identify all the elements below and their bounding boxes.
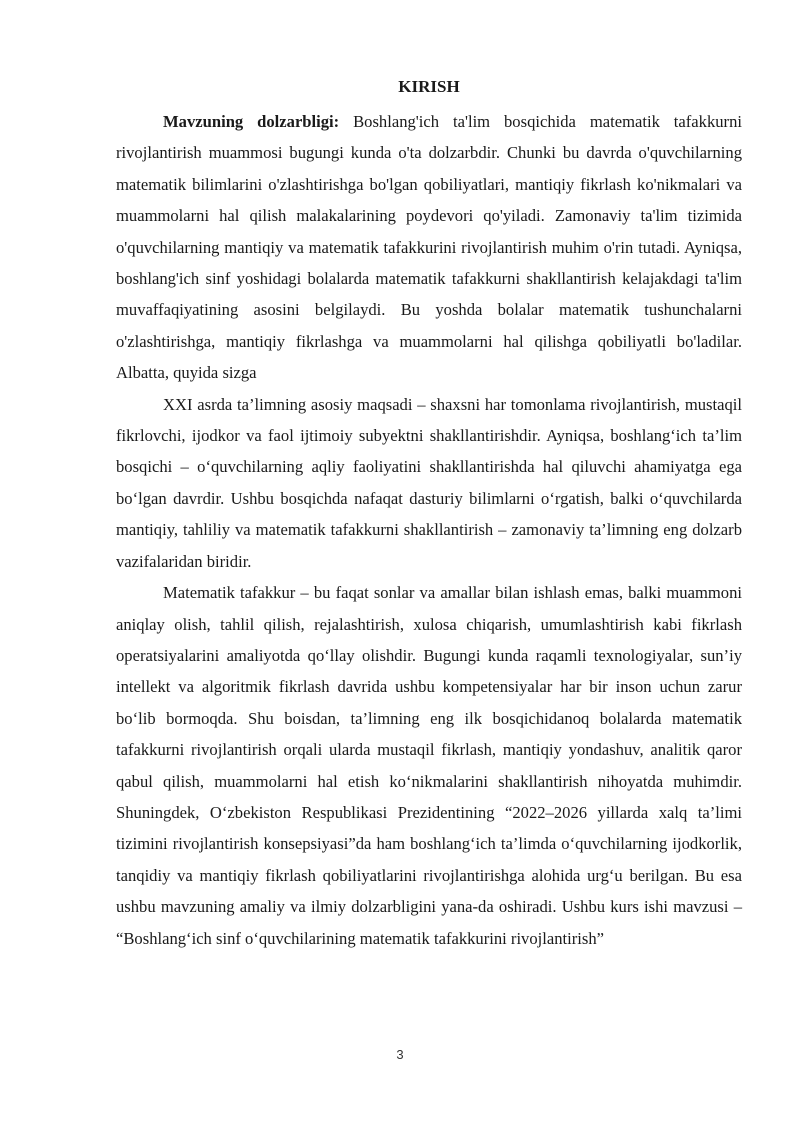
paragraph-lead: Mavzuning dolzarbligi: xyxy=(163,112,340,131)
page-number: 3 xyxy=(396,1047,404,1062)
paragraph-education-goal xyxy=(116,389,742,577)
section-heading: KIRISH xyxy=(398,77,460,96)
paragraph-text: Boshlang'ich ta'lim bosqichida matematik tafakkurni rivojlantirish muammosi bugungi kunda o'ta dolzarbdir. Chunki bu davrda o'quvchilarning matematik bilimlarini o'zlashtirishga bo'lgan qobiliyatlari, mantiqiy fikrlash ko'nikmalari va muammolarni hal qilish malakalarining poydevori qo'yiladi. Zamonaviy ta'lim tizimida o'quvchilarning mantiqiy va matematik tafakkurini rivojlantirish muhim o'rin tutadi. Ayniqsa, boshlang'ich sinf yoshidagi bolalarda matematik tafakkurni shakllantirish kelajakdagi ta'lim muvaffaqiyatining asosini belgilaydi. Bu yoshda bolalar matematik tushunchalarni o'zlashtirishga, mantiqiy fikrlashga va muammolarni hal qilishga qobiliyatli bo'ladilar. Albatta, quyida sizga xyxy=(116,112,742,383)
paragraph-text: XXI asrda ta’limning asosiy maqsadi – shaxsni har tomonlama rivojlantirish, mustaqil fikrlovchi, ijodkor va faol ijtimoiy subyektni shakllantirishdir. Ayniqsa, boshlang‘ich ta’lim bosqichi – o‘quvchilarning aqliy faoliyatini shakllantirishda hal qiluvchi ahamiyatga ega bo‘lgan davrdir. Ushbu bosqichda nafaqat dasturiy bilimlarni o‘rgatish, balki o‘quvchilarda mantiqiy, tahliliy va matematik tafakkurni shakllantirish – zamonaviy ta’limning eng dolzarb vazifalaridan biridir. xyxy=(116,394,742,571)
paragraph-relevance xyxy=(116,106,742,389)
paragraph-text: Matematik tafakkur – bu faqat sonlar va amallar bilan ishlash emas, balki muammoni aniqlay olish, tahlil qilish, rejalashtirish, xulosa chiqarish, umumlashtirish kabi fikrlash operatsiyalarini amaliyotda qo‘llay olishdir. Bugungi kunda raqamli texnologiyalar, sun’iy intellekt va algoritmik fikrlash davrida ushbu kompetensiyalar har bir inson uchun zarur bo‘lib bormoqda. Shu boisdan, ta’limning eng ilk bosqichidanoq bolalarda matematik tafakkurni rivojlantirish orqali ularda mustaqil fikrlash, mantiqiy yondashuv, analitik qaror qabul qilish, muammolarni hal etish ko‘nikmalarini shakllantirish nihoyatda muhimdir. Shuningdek, O‘zbekiston Respublikasi Prezidentining “2022–2026 yillarda xalq ta’limi tizimini rivojlantirish konsepsiyasi”da ham boshlang‘ich ta’limda o‘quvchilarning ijodkorlik, tanqidiy va mantiqiy fikrlash qobiliyatlarini rivojlantirishga alohida urg‘u berilgan. Bu esa ushbu mavzuning amaliy va ilmiy dolzarbligini yana-da oshiradi. Ushbu kurs ishi mavzusi – “Boshlang‘ich sinf o‘quvchilarining matematik tafakkurini rivojlantirish” xyxy=(116,583,742,948)
paragraph-mathematical-thinking xyxy=(116,577,742,954)
document-page xyxy=(116,76,742,954)
